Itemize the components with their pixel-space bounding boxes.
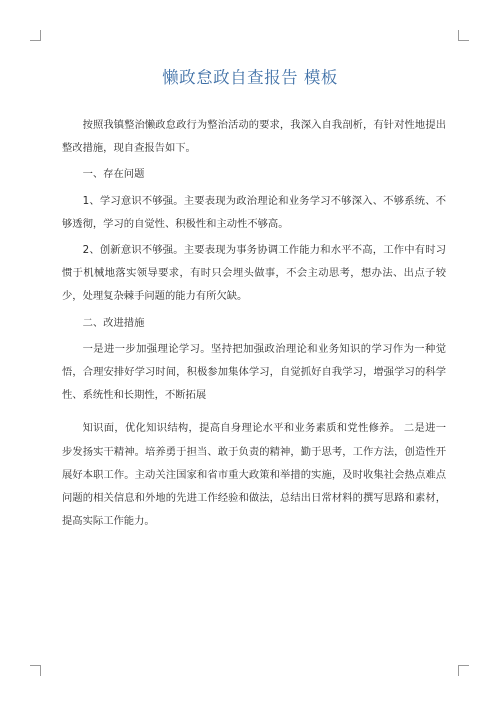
crop-mark-bottom-right: [458, 665, 469, 676]
problem-paragraph-2: 2、创新意识不够强。主要表现为事务协调工作能力和水平不高，工作中有时习惯于机械地落实领导要求，有时只会埋头做事，不会主动思考，想办法、出点子较少，处理复杂棘手问题的能力有所欠缺。: [62, 244, 446, 303]
problem-paragraph-1: 1、学习意识不够强。主要表现为政治理论和业务学习不够深入、不够系统、不够透彻，学习的自觉性、积极性和主动性不够高。: [62, 194, 446, 230]
document-body: [62, 114, 446, 536]
section-heading-measures: 二、改进措施: [82, 316, 145, 329]
crop-mark-bottom-left: [30, 665, 41, 676]
document-title: 懒政怠政自查报告 模板: [162, 68, 338, 87]
intro-paragraph: 按照我镇整治懒政怠政行为整治活动的要求，我深入自我剖析，有针对性地提出整改措施，现自查报告如下。: [62, 119, 446, 155]
section-heading-problems: 一、存在问题: [82, 168, 145, 181]
crop-mark-top-left: [30, 30, 41, 41]
measure-paragraph-1: 一是进一步加强理论学习。坚持把加强政治理论和业务知识的学习作为一种觉悟，合理安排好学习时间，积极参加集体学习，自觉抓好自我学习，增强学习的科学性、系统性和长期性，不断拓展: [62, 342, 446, 402]
measure-paragraph-2: 知识面，优化知识结构，提高自身理论水平和业务素质和党性修养。 二是进一步发扬实干精神。培养勇于担当、敢于负责的精神，勤于思考，工作方法，创造性开展好本职工作。主动关注国家和省市重大政策和举措的实施，及时收集社会热点难点问题的相关信息和外地的先进工作经验和做法，总结出日常材料的撰写思路和素材，提高实际工作能力。: [62, 422, 446, 528]
crop-mark-top-right: [458, 30, 469, 41]
